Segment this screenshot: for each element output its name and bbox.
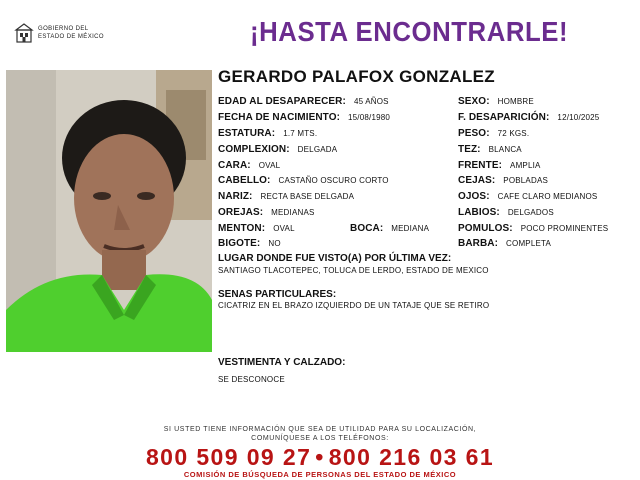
- field-value: MEDIANA: [391, 224, 430, 233]
- phone-separator: •: [315, 444, 325, 470]
- field-label: BIGOTE:: [218, 238, 261, 249]
- field-label: CARA:: [218, 160, 251, 171]
- field-peso: [458, 128, 529, 139]
- field-label: PESO:: [458, 128, 490, 139]
- field-value: OVAL: [258, 161, 281, 170]
- field-value: CAFE CLARO MEDIANOS: [497, 192, 598, 201]
- field-label: BOCA:: [350, 223, 384, 234]
- government-logo: [14, 22, 124, 46]
- commission-name: COMISIÓN DE BÚSQUEDA DE PERSONAS DEL ESTADO DE MÉXICO: [183, 470, 457, 479]
- phone-number-2[interactable]: 800 216 03 61: [328, 444, 495, 470]
- field-nariz: [218, 191, 354, 202]
- field-edad: [218, 96, 389, 107]
- field-label: POMULOS:: [458, 223, 513, 234]
- field-label: TEZ:: [458, 144, 481, 155]
- field-labios: [458, 207, 554, 218]
- field-value: DELGADOS: [507, 208, 554, 217]
- field-label: BARBA:: [458, 238, 499, 249]
- marks-label: SENAS PARTICULARES:: [218, 289, 337, 300]
- field-label: F. DESAPARICIÓN:: [458, 112, 550, 123]
- field-label: CEJAS:: [458, 175, 496, 186]
- field-label: OJOS:: [458, 191, 490, 202]
- last-seen-value: SANTIAGO TLACOTEPEC, TOLUCA DE LERDO, ESTADO DE MEXICO: [218, 266, 489, 275]
- logo-text-line1: GOBIERNO DEL: [38, 26, 89, 32]
- footer-note-line2: COMUNÍQUESE A LOS TELÉFONOS:: [251, 435, 389, 442]
- field-estatura: [218, 128, 317, 139]
- clothing-label: VESTIMENTA Y CALZADO:: [218, 357, 346, 368]
- field-label: ESTATURA:: [218, 128, 276, 139]
- headline: ¡HASTA ENCONTRARLE!: [250, 16, 569, 47]
- phone-number-1[interactable]: 800 509 09 27: [145, 444, 312, 470]
- field-value: 1.7 MTS.: [283, 129, 318, 138]
- field-value: RECTA BASE DELGADA: [260, 192, 355, 201]
- field-orejas: [218, 207, 315, 218]
- field-value: OVAL: [273, 224, 295, 233]
- footer-note-line1: SI USTED TIENE INFORMACIÓN QUE SEA DE UTILIDAD PARA SU LOCALIZACIÓN,: [163, 426, 477, 433]
- field-cejas: [458, 175, 548, 186]
- field-label: CABELLO:: [218, 175, 271, 186]
- person-name: GERARDO PALAFOX GONZALEZ: [218, 67, 495, 86]
- field-value: HOMBRE: [497, 97, 534, 106]
- field-value: CASTAÑO OSCURO CORTO: [278, 176, 389, 185]
- logo-text-line2: ESTADO DE MÉXICO: [38, 34, 104, 40]
- field-value: POBLADAS: [503, 176, 549, 185]
- field-label: COMPLEXION:: [218, 144, 290, 155]
- field-boca: [350, 223, 429, 234]
- field-barba: [458, 238, 551, 249]
- marks-value: CICATRIZ EN EL BRAZO IZQUIERDO DE UN TATAJE QUE SE RETIRO: [218, 301, 490, 310]
- field-frente: [458, 160, 541, 171]
- field-label: MENTON:: [218, 223, 266, 234]
- field-cara: [218, 160, 280, 171]
- field-value: 15/08/1980: [348, 113, 391, 122]
- field-value: BLANCA: [488, 145, 522, 154]
- field-label: FRENTE:: [458, 160, 503, 171]
- last-seen-label: LUGAR DONDE FUE VISTO(A) POR ÚLTIMA VEZ:: [218, 253, 452, 264]
- clothing-value: SE DESCONOCE: [218, 375, 285, 384]
- field-cabello: [218, 175, 389, 186]
- field-value: 72 KGS.: [497, 129, 530, 138]
- field-bigote: [218, 238, 281, 249]
- field-label: SEXO:: [458, 96, 490, 107]
- field-label: FECHA DE NACIMIENTO:: [218, 112, 340, 123]
- phone-numbers: [0, 444, 640, 471]
- field-value: MEDIANAS: [271, 208, 315, 217]
- field-value: NO: [268, 239, 281, 248]
- missing-person-photo: [6, 70, 212, 352]
- field-complexion: [218, 144, 337, 155]
- field-tez: [458, 144, 522, 155]
- portrait-illustration: [6, 70, 212, 352]
- field-value: COMPLETA: [506, 239, 552, 248]
- field-fecha-nacimiento: [218, 112, 390, 123]
- field-label: NARIZ:: [218, 191, 253, 202]
- state-emblem-icon: [14, 22, 34, 44]
- field-pomulos: [458, 223, 608, 234]
- field-ojos: [458, 191, 597, 202]
- field-label: OREJAS:: [218, 207, 264, 218]
- field-value: 12/10/2025: [557, 113, 600, 122]
- field-fecha-desaparicion: [458, 112, 599, 123]
- field-value: 45 AÑOS: [353, 97, 389, 106]
- field-menton: [218, 223, 295, 234]
- field-sexo: [458, 96, 534, 107]
- field-label: EDAD AL DESAPARECER:: [218, 96, 346, 107]
- field-value: POCO PROMINENTES: [520, 224, 609, 233]
- field-value: AMPLIA: [510, 161, 541, 170]
- field-label: LABIOS:: [458, 207, 500, 218]
- field-value: DELGADA: [297, 145, 338, 154]
